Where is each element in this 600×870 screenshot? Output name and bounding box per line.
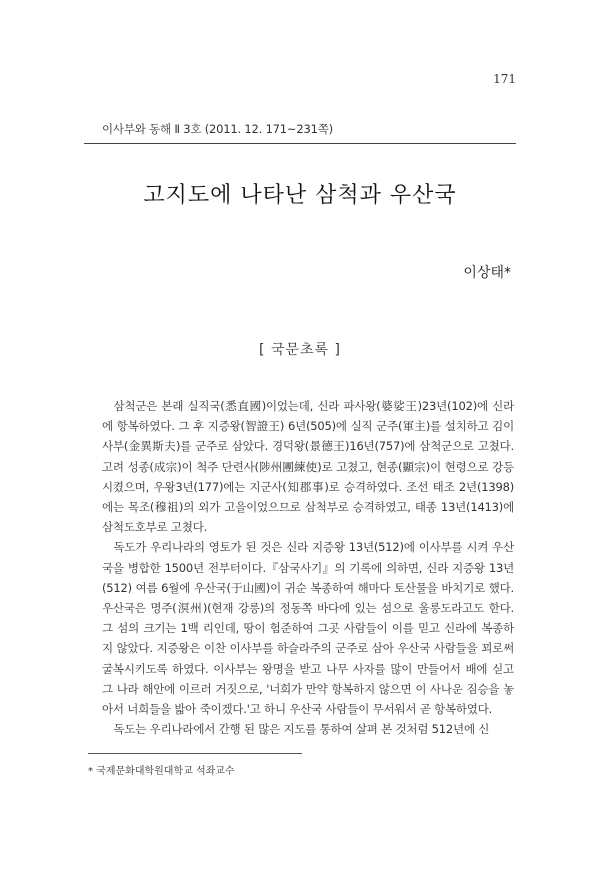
paper-title: 고지도에 나타난 삼척과 우산국 — [143, 183, 457, 208]
author-name: 이상태* — [463, 265, 511, 281]
running-head: 이사부와 동해 Ⅱ 3호 (2011. 12. 171~231쪽) — [102, 122, 333, 136]
abstract-paragraph-2: 독도가 우리나라의 영토가 된 것은 신라 지증왕 13년(512)에 이사부를 시켜 우산국을 병합한 1500년 전부터이다.『삼국사기』의 기록에 의하면, 신라 지증왕 13년(512) 여름 6월에 우산국(于山國)이 귀순 복종하여 해마다 토산물을 바치기로 했다. 우산국은 명주(溟州)(현재 강릉)의 정동쪽 바다에 있는 섬으로 울릉도라고도 한다. 그 섬의 크기는 1백 리인데, 땅이 험준하여 그곳 사람들이 이를 믿고 신라에 복종하지 않았다. 지증왕은 이찬 이사부를 하슬라주의 군주로 삼아 우산국 사람들을 꾀로써 굴복시키도록 하였다. 이사부는 왕명을 받고 나무 사자를 많이 만들어서 배에 싣고 그 나라 해안에 이르러 거짓으로, '너희가 만약 항복하지 않으면 이 사나운 짐승을 놓아서 너희들을 밟아 죽이겠다.'고 하니 우산국 사람들이 무서워서 곧 항복하였다. — [102, 540, 514, 717]
abstract-paragraph-1: 삼척군은 본래 실직국(悉直國)이었는데, 신라 파사왕(婆娑王)23년(102)에 신라에 항복하였다. 그 후 지증왕(智證王) 6년(505)에 실직 군주(軍主)를 설치하고 김이사부(金異斯夫)를 군주로 삼았다. 경덕왕(景德王)16년(757)에 삼척군으로 고쳤다. 고려 성종(成宗)이 척주 단련사(陟州團練使)로 고쳤고, 현종(顯宗)이 현령으로 강등시켰으며, 우왕3년(177)에는 지군사(知郡事)로 승격하였다. 조선 태조 2년(1398)에는 목조(穆祖)의 외가 고을이었으므로 삼척부로 승격하였고, 태종 13년(1413)에 삼척도호부로 고쳤다. — [102, 399, 514, 535]
author-footnote: * 국제문화대학원대학교 석좌교수 — [88, 766, 235, 777]
abstract-paragraph-3: 독도는 우리나라에서 간행 된 많은 지도를 통하여 살펴 본 것처럼 512년에 신 — [113, 722, 490, 737]
page-number: 171 — [493, 72, 516, 86]
header-rule — [84, 143, 516, 144]
footnote-rule — [88, 753, 302, 754]
abstract-heading: [ 국문초록 ] — [259, 342, 341, 358]
abstract-body — [102, 396, 514, 739]
